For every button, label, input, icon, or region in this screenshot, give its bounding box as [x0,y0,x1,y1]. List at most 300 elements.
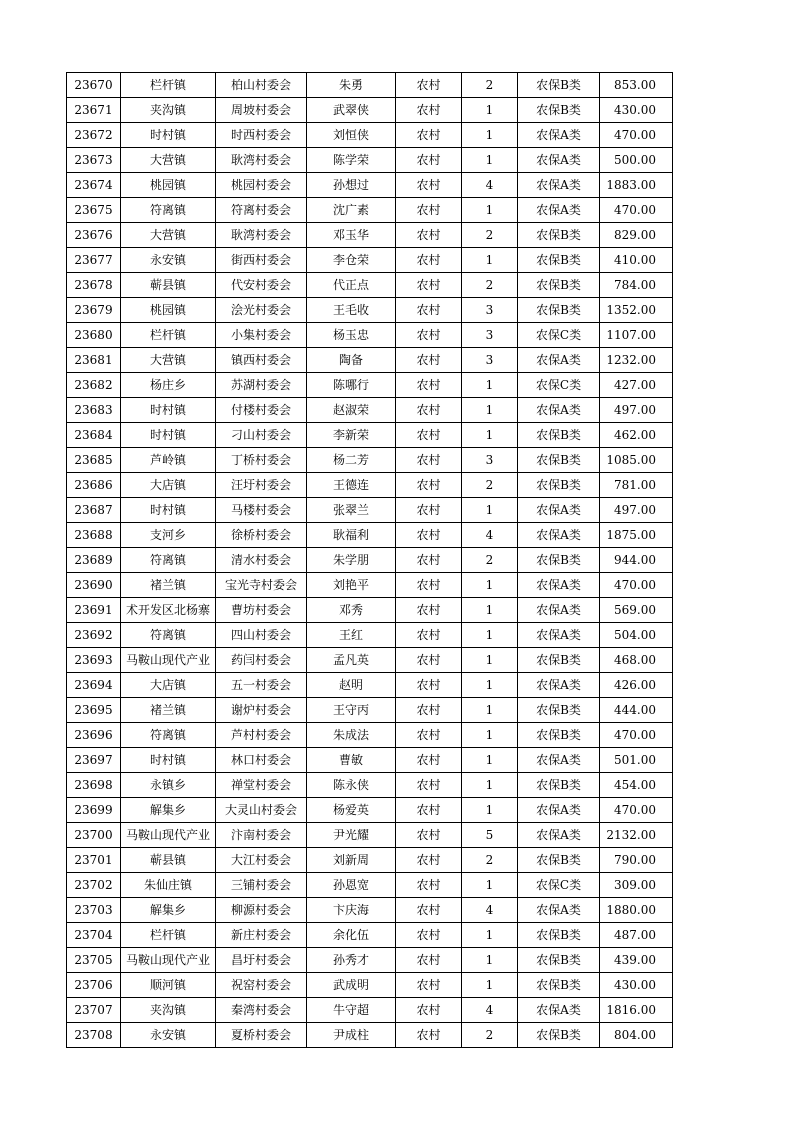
village-committee-cell: 马楼村委会 [216,498,307,523]
record-id-cell: 23694 [67,673,121,698]
insurance-category-cell: 农保A类 [518,523,600,548]
village-committee-cell: 林口村委会 [216,748,307,773]
insurance-category-cell: 农保B类 [518,648,600,673]
amount-cell: 2132.00 [600,823,673,848]
record-id-cell: 23701 [67,848,121,873]
household-count-cell: 2 [462,1023,518,1048]
table-row [67,273,673,298]
village-committee-cell: 丁桥村委会 [216,448,307,473]
person-name-cell: 武翠侠 [307,98,396,123]
table-row [67,223,673,248]
table-row [67,948,673,973]
amount-cell: 1085.00 [600,448,673,473]
table-row [67,798,673,823]
area-type-cell: 农村 [396,298,462,323]
insurance-category-cell: 农保B类 [518,848,600,873]
record-id-cell: 23683 [67,398,121,423]
amount-cell: 781.00 [600,473,673,498]
record-id-cell: 23699 [67,798,121,823]
table-row [67,498,673,523]
person-name-cell: 卞庆海 [307,898,396,923]
table-row [67,973,673,998]
household-count-cell: 1 [462,198,518,223]
table-row [67,448,673,473]
household-count-cell: 1 [462,973,518,998]
village-committee-cell: 耿湾村委会 [216,148,307,173]
area-type-cell: 农村 [396,948,462,973]
record-id-cell: 23704 [67,923,121,948]
person-name-cell: 沈广素 [307,198,396,223]
table-row [67,398,673,423]
table-row [67,748,673,773]
village-committee-cell: 汴南村委会 [216,823,307,848]
table-row [67,323,673,348]
record-id-cell: 23695 [67,698,121,723]
record-id-cell: 23702 [67,873,121,898]
household-count-cell: 1 [462,698,518,723]
area-type-cell: 农村 [396,623,462,648]
person-name-cell: 王守丙 [307,698,396,723]
village-committee-cell: 浍光村委会 [216,298,307,323]
table-row [67,573,673,598]
person-name-cell: 张翠兰 [307,498,396,523]
amount-cell: 569.00 [600,598,673,623]
person-name-cell: 李仓荣 [307,248,396,273]
amount-cell: 1880.00 [600,898,673,923]
area-type-cell: 农村 [396,348,462,373]
household-count-cell: 1 [462,723,518,748]
household-count-cell: 1 [462,923,518,948]
area-type-cell: 农村 [396,473,462,498]
person-name-cell: 王德连 [307,473,396,498]
amount-cell: 439.00 [600,948,673,973]
person-name-cell: 王红 [307,623,396,648]
record-id-cell: 23677 [67,248,121,273]
insurance-category-cell: 农保B类 [518,448,600,473]
amount-cell: 454.00 [600,773,673,798]
table-row [67,298,673,323]
amount-cell: 309.00 [600,873,673,898]
person-name-cell: 曹敏 [307,748,396,773]
area-type-cell: 农村 [396,748,462,773]
insurance-category-cell: 农保B类 [518,548,600,573]
person-name-cell: 刘新周 [307,848,396,873]
table-body [67,73,673,1048]
record-id-cell: 23703 [67,898,121,923]
person-name-cell: 邓秀 [307,598,396,623]
household-count-cell: 2 [462,73,518,98]
person-name-cell: 尹光耀 [307,823,396,848]
record-id-cell: 23700 [67,823,121,848]
person-name-cell: 李新荣 [307,423,396,448]
amount-cell: 790.00 [600,848,673,873]
area-type-cell: 农村 [396,848,462,873]
insurance-category-cell: 农保A类 [518,398,600,423]
village-committee-cell: 付楼村委会 [216,398,307,423]
table-row [67,373,673,398]
amount-cell: 462.00 [600,423,673,448]
town-cell: 栏杆镇 [121,73,216,98]
village-committee-cell: 大灵山村委会 [216,798,307,823]
town-cell: 时村镇 [121,498,216,523]
insurance-category-cell: 农保B类 [518,773,600,798]
amount-cell: 497.00 [600,398,673,423]
amount-cell: 500.00 [600,148,673,173]
area-type-cell: 农村 [396,123,462,148]
insurance-category-cell: 农保B类 [518,923,600,948]
table-row [67,598,673,623]
area-type-cell: 农村 [396,898,462,923]
record-id-cell: 23681 [67,348,121,373]
table-row [67,198,673,223]
village-committee-cell: 街西村委会 [216,248,307,273]
area-type-cell: 农村 [396,498,462,523]
record-id-cell: 23678 [67,273,121,298]
town-cell: 大营镇 [121,148,216,173]
area-type-cell: 农村 [396,523,462,548]
household-count-cell: 1 [462,498,518,523]
amount-cell: 784.00 [600,273,673,298]
town-cell: 解集乡 [121,898,216,923]
area-type-cell: 农村 [396,373,462,398]
insurance-category-cell: 农保B类 [518,223,600,248]
amount-cell: 427.00 [600,373,673,398]
insurance-category-cell: 农保A类 [518,173,600,198]
household-count-cell: 2 [462,223,518,248]
village-committee-cell: 曹坊村委会 [216,598,307,623]
table-row [67,98,673,123]
record-id-cell: 23670 [67,73,121,98]
record-id-cell: 23698 [67,773,121,798]
insurance-category-cell: 农保A类 [518,498,600,523]
village-committee-cell: 夏桥村委会 [216,1023,307,1048]
town-cell: 杨庄乡 [121,373,216,398]
area-type-cell: 农村 [396,648,462,673]
town-cell: 蕲县镇 [121,273,216,298]
person-name-cell: 杨爱英 [307,798,396,823]
household-count-cell: 2 [462,848,518,873]
table-row [67,773,673,798]
amount-cell: 829.00 [600,223,673,248]
amount-cell: 470.00 [600,198,673,223]
town-cell: 时村镇 [121,423,216,448]
village-committee-cell: 周坡村委会 [216,98,307,123]
amount-cell: 444.00 [600,698,673,723]
record-id-cell: 23687 [67,498,121,523]
record-id-cell: 23690 [67,573,121,598]
village-committee-cell: 符离村委会 [216,198,307,223]
table-row [67,473,673,498]
area-type-cell: 农村 [396,98,462,123]
household-count-cell: 1 [462,373,518,398]
household-count-cell: 5 [462,823,518,848]
household-count-cell: 3 [462,298,518,323]
amount-cell: 430.00 [600,973,673,998]
person-name-cell: 刘艳平 [307,573,396,598]
town-cell: 时村镇 [121,748,216,773]
household-count-cell: 1 [462,673,518,698]
record-id-cell: 23691 [67,598,121,623]
town-cell: 栏杆镇 [121,323,216,348]
town-cell: 朱仙庄镇 [121,873,216,898]
person-name-cell: 武成明 [307,973,396,998]
table-row [67,623,673,648]
table-row [67,173,673,198]
insurance-category-cell: 农保A类 [518,598,600,623]
table-row [67,548,673,573]
village-committee-cell: 芦村村委会 [216,723,307,748]
area-type-cell: 农村 [396,273,462,298]
village-committee-cell: 徐桥村委会 [216,523,307,548]
area-type-cell: 农村 [396,448,462,473]
insurance-category-cell: 农保C类 [518,323,600,348]
record-id-cell: 23693 [67,648,121,673]
insurance-category-cell: 农保B类 [518,948,600,973]
record-id-cell: 23688 [67,523,121,548]
village-committee-cell: 桃园村委会 [216,173,307,198]
insurance-category-cell: 农保A类 [518,823,600,848]
village-committee-cell: 耿湾村委会 [216,223,307,248]
insurance-category-cell: 农保B类 [518,1023,600,1048]
amount-cell: 1875.00 [600,523,673,548]
insurance-category-cell: 农保B类 [518,248,600,273]
insurance-category-cell: 农保A类 [518,573,600,598]
village-committee-cell: 大江村委会 [216,848,307,873]
table-row [67,523,673,548]
village-committee-cell: 秦湾村委会 [216,998,307,1023]
town-cell: 符离镇 [121,198,216,223]
amount-cell: 470.00 [600,723,673,748]
town-cell: 永安镇 [121,1023,216,1048]
record-id-cell: 23689 [67,548,121,573]
area-type-cell: 农村 [396,1023,462,1048]
table-row [67,1023,673,1048]
person-name-cell: 杨二芳 [307,448,396,473]
town-cell: 符离镇 [121,723,216,748]
table-row [67,873,673,898]
village-committee-cell: 新庄村委会 [216,923,307,948]
amount-cell: 470.00 [600,798,673,823]
table-row [67,698,673,723]
household-count-cell: 1 [462,398,518,423]
town-cell: 夹沟镇 [121,98,216,123]
village-committee-cell: 三铺村委会 [216,873,307,898]
insurance-category-cell: 农保B类 [518,98,600,123]
town-cell: 芦岭镇 [121,448,216,473]
insurance-category-cell: 农保A类 [518,623,600,648]
person-name-cell: 陈哪行 [307,373,396,398]
insurance-category-cell: 农保A类 [518,148,600,173]
area-type-cell: 农村 [396,248,462,273]
village-committee-cell: 时西村委会 [216,123,307,148]
household-count-cell: 1 [462,423,518,448]
town-cell: 桃园镇 [121,298,216,323]
person-name-cell: 朱成法 [307,723,396,748]
village-committee-cell: 四山村委会 [216,623,307,648]
person-name-cell: 孙秀才 [307,948,396,973]
insurance-category-cell: 农保B类 [518,423,600,448]
amount-cell: 470.00 [600,573,673,598]
person-name-cell: 耿福利 [307,523,396,548]
household-count-cell: 2 [462,273,518,298]
insurance-category-cell: 农保B类 [518,973,600,998]
village-committee-cell: 刁山村委会 [216,423,307,448]
table-row [67,848,673,873]
record-id-cell: 23697 [67,748,121,773]
amount-cell: 487.00 [600,923,673,948]
area-type-cell: 农村 [396,923,462,948]
person-name-cell: 朱勇 [307,73,396,98]
amount-cell: 470.00 [600,123,673,148]
household-count-cell: 1 [462,248,518,273]
person-name-cell: 孙想过 [307,173,396,198]
town-cell: 时村镇 [121,123,216,148]
area-type-cell: 农村 [396,998,462,1023]
table-row [67,73,673,98]
household-count-cell: 1 [462,598,518,623]
town-cell: 大营镇 [121,348,216,373]
village-committee-cell: 小集村委会 [216,323,307,348]
area-type-cell: 农村 [396,698,462,723]
insurance-category-cell: 农保A类 [518,798,600,823]
area-type-cell: 农村 [396,598,462,623]
table-row [67,723,673,748]
record-id-cell: 23680 [67,323,121,348]
household-count-cell: 4 [462,173,518,198]
record-id-cell: 23671 [67,98,121,123]
household-count-cell: 4 [462,898,518,923]
amount-cell: 468.00 [600,648,673,673]
table-row [67,648,673,673]
household-count-cell: 3 [462,448,518,473]
town-cell: 解集乡 [121,798,216,823]
insurance-category-cell: 农保A类 [518,123,600,148]
household-count-cell: 1 [462,748,518,773]
town-cell: 顺河镇 [121,973,216,998]
household-count-cell: 3 [462,323,518,348]
record-id-cell: 23676 [67,223,121,248]
area-type-cell: 农村 [396,573,462,598]
insurance-category-cell: 农保B类 [518,298,600,323]
insurance-category-cell: 农保A类 [518,673,600,698]
amount-cell: 804.00 [600,1023,673,1048]
table-row [67,823,673,848]
person-name-cell: 孙恩宽 [307,873,396,898]
record-id-cell: 23684 [67,423,121,448]
table-row [67,673,673,698]
area-type-cell: 农村 [396,223,462,248]
town-cell: 永安镇 [121,248,216,273]
insurance-category-cell: 农保A类 [518,898,600,923]
record-id-cell: 23686 [67,473,121,498]
insurance-category-cell: 农保A类 [518,748,600,773]
village-committee-cell: 苏湖村委会 [216,373,307,398]
household-count-cell: 4 [462,998,518,1023]
person-name-cell: 赵明 [307,673,396,698]
area-type-cell: 农村 [396,673,462,698]
amount-cell: 1816.00 [600,998,673,1023]
record-id-cell: 23674 [67,173,121,198]
amount-cell: 497.00 [600,498,673,523]
town-cell: 大店镇 [121,473,216,498]
area-type-cell: 农村 [396,873,462,898]
household-count-cell: 1 [462,648,518,673]
table-row [67,998,673,1023]
record-id-cell: 23672 [67,123,121,148]
town-cell: 符离镇 [121,548,216,573]
person-name-cell: 陶备 [307,348,396,373]
amount-cell: 1232.00 [600,348,673,373]
area-type-cell: 农村 [396,723,462,748]
record-id-cell: 23696 [67,723,121,748]
area-type-cell: 农村 [396,773,462,798]
insurance-category-cell: 农保C类 [518,373,600,398]
village-committee-cell: 汪圩村委会 [216,473,307,498]
amount-cell: 426.00 [600,673,673,698]
record-id-cell: 23673 [67,148,121,173]
table-row [67,898,673,923]
record-id-cell: 23685 [67,448,121,473]
amount-cell: 1883.00 [600,173,673,198]
insurance-category-cell: 农保C类 [518,873,600,898]
table-row [67,923,673,948]
area-type-cell: 农村 [396,73,462,98]
insurance-category-cell: 农保B类 [518,723,600,748]
record-id-cell: 23682 [67,373,121,398]
amount-cell: 430.00 [600,98,673,123]
person-name-cell: 代正点 [307,273,396,298]
record-id-cell: 23679 [67,298,121,323]
village-committee-cell: 清水村委会 [216,548,307,573]
area-type-cell: 农村 [396,148,462,173]
town-cell: 夹沟镇 [121,998,216,1023]
insurance-category-cell: 农保A类 [518,348,600,373]
person-name-cell: 牛守超 [307,998,396,1023]
insurance-category-cell: 农保A类 [518,998,600,1023]
record-id-cell: 23675 [67,198,121,223]
town-cell: 褚兰镇 [121,573,216,598]
household-count-cell: 2 [462,473,518,498]
town-cell: 马鞍山现代产业 [121,948,216,973]
household-count-cell: 4 [462,523,518,548]
household-count-cell: 1 [462,798,518,823]
town-cell: 马鞍山现代产业 [121,648,216,673]
area-type-cell: 农村 [396,423,462,448]
village-committee-cell: 祝窑村委会 [216,973,307,998]
person-name-cell: 赵淑荣 [307,398,396,423]
household-count-cell: 1 [462,123,518,148]
town-cell: 栏杆镇 [121,923,216,948]
person-name-cell: 尹成柱 [307,1023,396,1048]
village-committee-cell: 镇西村委会 [216,348,307,373]
household-count-cell: 1 [462,948,518,973]
town-cell: 大营镇 [121,223,216,248]
person-name-cell: 余化伍 [307,923,396,948]
village-committee-cell: 药闫村委会 [216,648,307,673]
person-name-cell: 刘恒侠 [307,123,396,148]
amount-cell: 944.00 [600,548,673,573]
village-committee-cell: 五一村委会 [216,673,307,698]
household-count-cell: 2 [462,548,518,573]
village-committee-cell: 谢炉村委会 [216,698,307,723]
person-name-cell: 朱学朋 [307,548,396,573]
town-cell: 褚兰镇 [121,698,216,723]
person-name-cell: 孟凡英 [307,648,396,673]
area-type-cell: 农村 [396,548,462,573]
household-count-cell: 1 [462,623,518,648]
area-type-cell: 农村 [396,798,462,823]
household-count-cell: 1 [462,148,518,173]
